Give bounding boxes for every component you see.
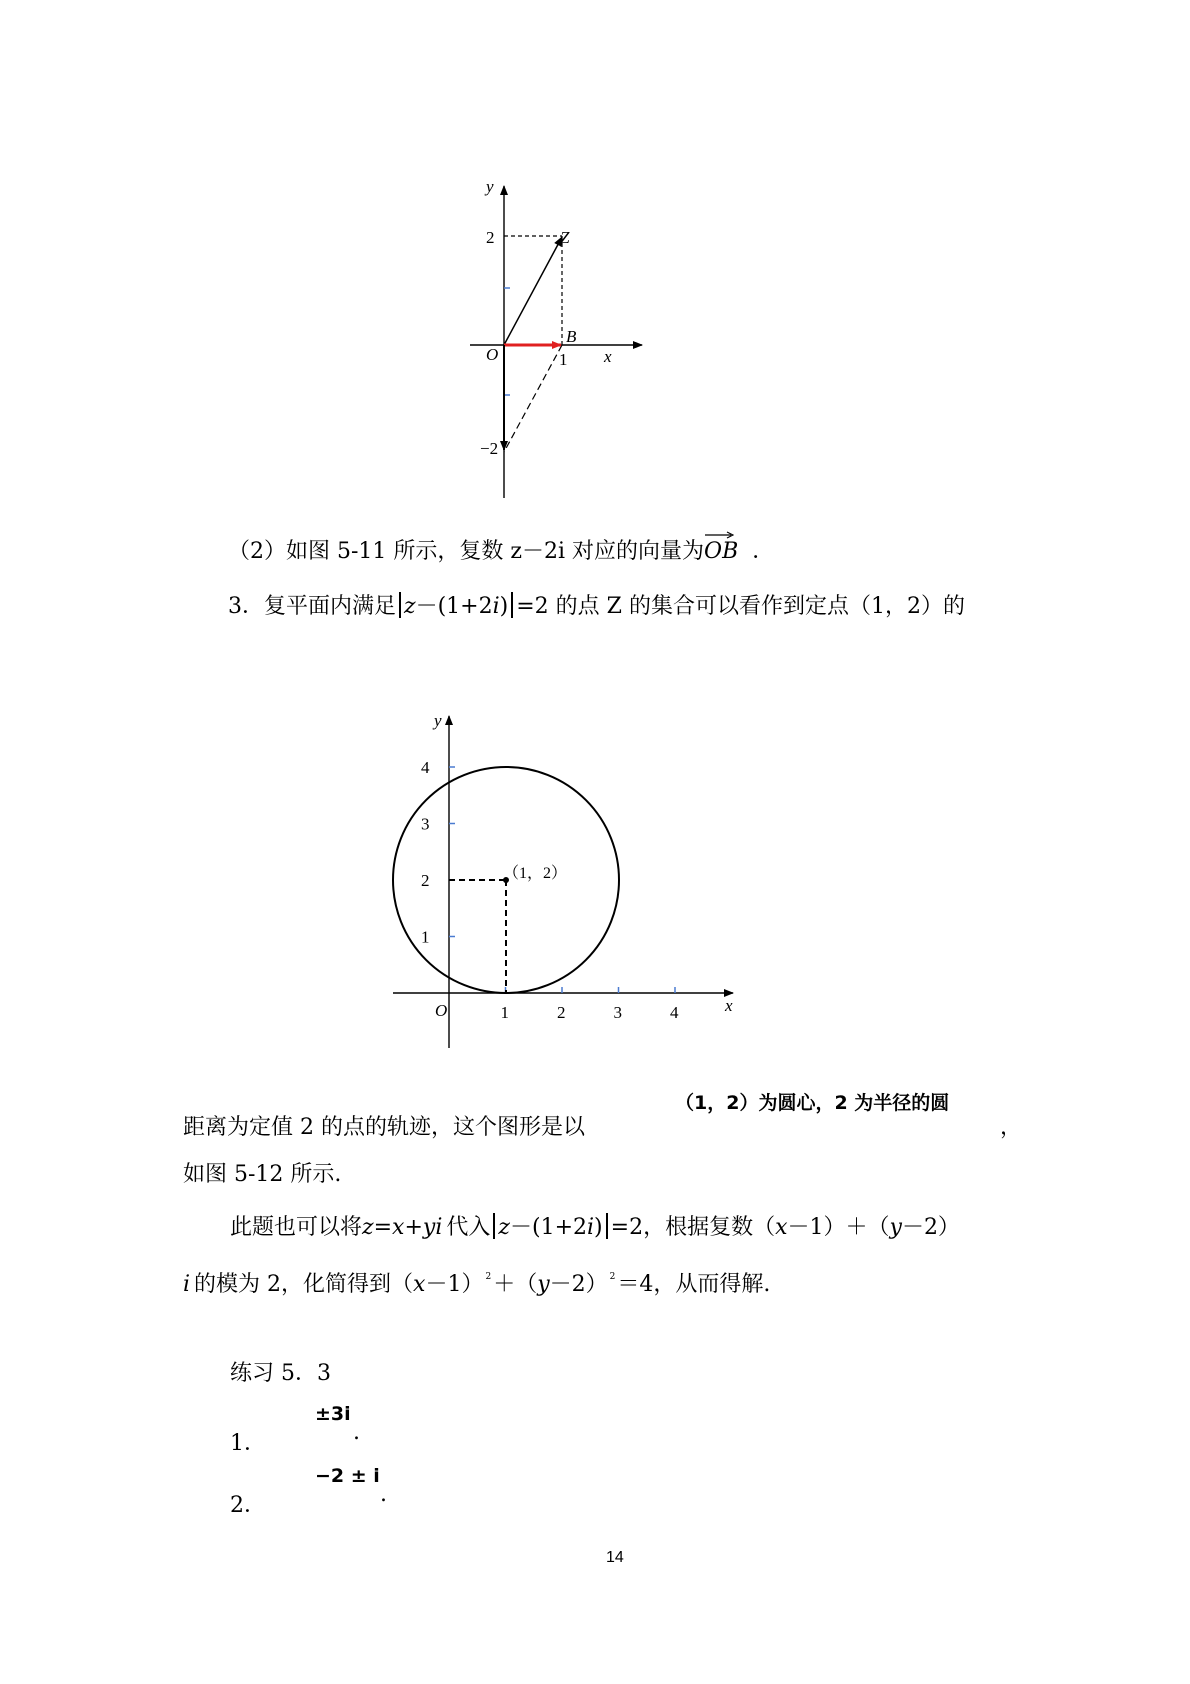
paragraph-5-line-1: 此题也可以将z=x+yi 代入 z－(1+2i) =2，根据复数（x－1）＋（y－2） — [230, 1215, 960, 1240]
x-tick-label: 4 — [670, 1003, 679, 1022]
paragraph-4-line-2: 如图 5-12 所示. — [183, 1162, 342, 1187]
paragraph-4-comma: ， — [1000, 1115, 1023, 1140]
vector-arrow-icon — [704, 531, 734, 539]
figure-5-11 — [470, 180, 670, 500]
paragraph-2-prefix: （2）如图 5-11 所示，复数 z－2i 对应的向量为 — [228, 539, 705, 564]
inserted-answer-text: （1，2）为圆心，2 为半径的圆 — [675, 1092, 950, 1114]
x-tick-label: 3 — [613, 1003, 622, 1022]
point-b-label: B — [566, 327, 577, 346]
y-axis-label: y — [486, 180, 494, 196]
paragraph-2 — [228, 537, 774, 567]
figure-5-12 — [385, 708, 745, 1053]
paragraph-5-line-2: i 的模为 2，化简得到（x－1） $^2$＋（y－2） $^2$＝4，从而得解. — [183, 1272, 771, 1297]
exercise-item-1-number: 1． — [230, 1431, 266, 1456]
x-tick-label: 1 — [500, 1003, 509, 1022]
y-tick-label: 1 — [421, 927, 430, 947]
dashed-diagonal — [504, 345, 562, 452]
page-number: 14 — [606, 1549, 624, 1566]
y-tick-label: 2 — [421, 871, 430, 890]
exercise-title: 练习 5．3 — [230, 1361, 331, 1386]
x-axis-label: x — [725, 996, 733, 1015]
paragraph-2-suffix: ． — [752, 539, 775, 564]
exercise-item-1-answer: ±3i — [315, 1403, 351, 1425]
paragraph-3: 3．复平面内满足 z－(1+2i) =2 的点 Z 的集合可以看作到定点（1，2）的 — [228, 594, 965, 619]
origin-label: O — [486, 345, 499, 364]
tick-label-neg2: −2 — [480, 439, 499, 458]
y-tick-label: 4 — [421, 758, 430, 777]
tick-label-1: 1 — [559, 350, 568, 369]
vector-oz — [504, 237, 562, 345]
paragraph-4-line-1: 距离为定值 2 的点的轨迹，这个图形是以 — [183, 1115, 585, 1140]
point-z-label: Z — [560, 228, 570, 247]
y-axis-label: y — [434, 711, 442, 730]
exercise-item-2-answer: −2 ± i — [315, 1465, 380, 1487]
tick-label-2: 2 — [486, 228, 495, 247]
exercise-item-1-period: . — [353, 1420, 360, 1445]
exercise-item-2-number: 2． — [230, 1493, 266, 1518]
origin-label: O — [435, 1001, 448, 1020]
x-tick-label: 2 — [557, 1003, 566, 1022]
exercise-item-2-period: . — [380, 1482, 387, 1507]
x-axis-label: x — [604, 347, 612, 366]
center-label: （1，2） — [503, 865, 568, 882]
vector-ob-notation: OB — [704, 537, 738, 567]
y-tick-label: 3 — [421, 814, 430, 834]
